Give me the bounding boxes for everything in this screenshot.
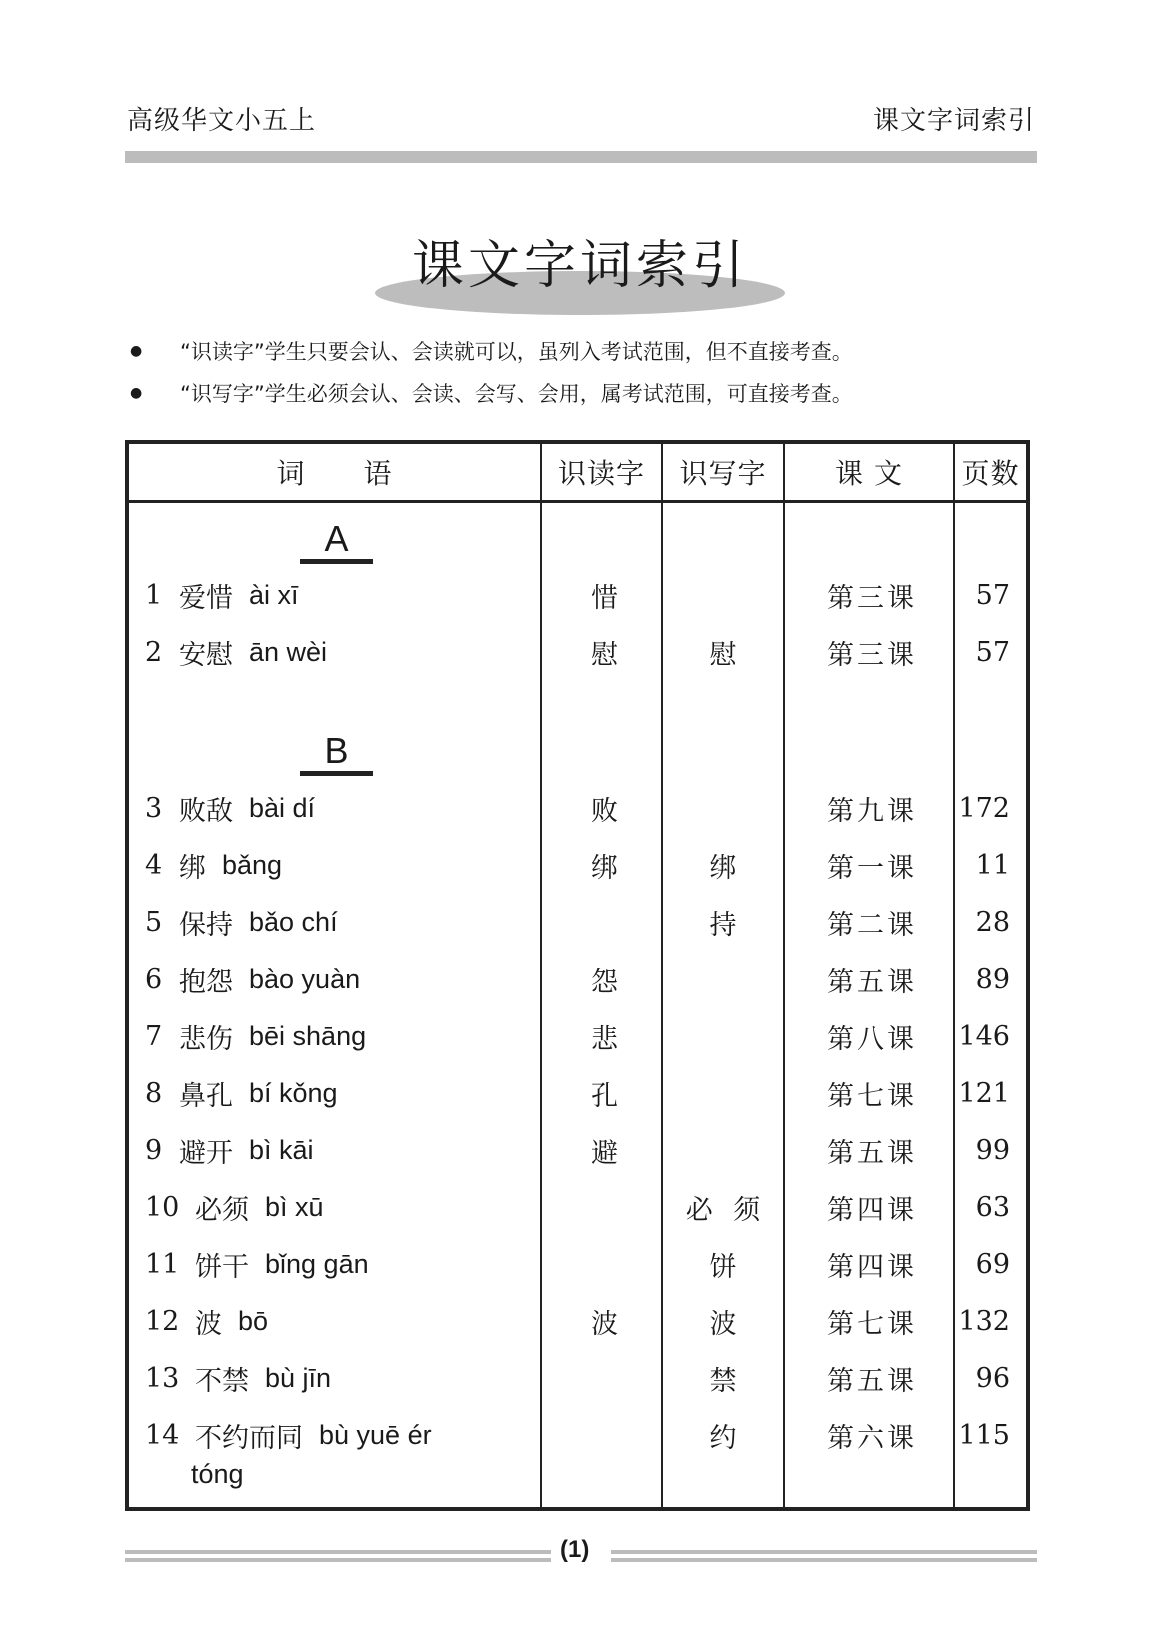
write-char [665, 1008, 787, 1064]
footer-line [611, 1550, 1037, 1554]
column-header-write-chars: 识写字 [679, 457, 767, 490]
footer-line [611, 1558, 1037, 1562]
word-pinyin: bù yuē ér [319, 1419, 432, 1450]
lesson: 第三课 [827, 639, 917, 671]
lesson: 第六课 [827, 1422, 917, 1454]
row-number: 9 [145, 1134, 163, 1166]
write-char: 必 须 [685, 1194, 767, 1226]
page-title-block [370, 215, 790, 325]
word-chinese: 保持 [179, 909, 233, 941]
lesson: 第八课 [827, 1023, 917, 1055]
word-pinyin: bǎo chí [249, 906, 338, 937]
table-row [129, 780, 1026, 836]
section-header-a: A [129, 513, 544, 569]
word-chinese: 波 [195, 1308, 222, 1340]
word-chinese: 饼干 [195, 1251, 249, 1283]
row-word [179, 567, 299, 623]
lesson: 第九课 [827, 795, 917, 827]
word-chinese: 败敌 [179, 795, 233, 827]
table-row [129, 1122, 1026, 1178]
write-char: 持 [709, 909, 743, 941]
word-pinyin-continued: tóng [191, 1459, 244, 1489]
lesson: 第五课 [827, 966, 917, 998]
word-pinyin: bào yuàn [249, 963, 361, 994]
row-word [195, 1236, 369, 1292]
page-ref: 89 [975, 963, 1010, 995]
row-number: 14 [145, 1419, 180, 1451]
row-number: 3 [145, 792, 163, 824]
row-word [179, 624, 327, 680]
row-number: 12 [145, 1305, 180, 1337]
row-number: 6 [145, 963, 163, 995]
read-char [544, 1407, 665, 1463]
word-pinyin: bài dí [249, 792, 316, 823]
read-char: 慰 [591, 639, 618, 671]
lesson: 第四课 [827, 1251, 917, 1283]
row-word [179, 780, 315, 836]
table-row [129, 1293, 1026, 1349]
row-number: 1 [145, 579, 163, 611]
page-ref: 28 [975, 906, 1010, 938]
row-number: 11 [145, 1248, 180, 1280]
table-row [129, 1179, 1026, 1235]
row-number: 7 [145, 1020, 163, 1052]
row-word [195, 1179, 324, 1235]
word-chinese: 抱怨 [179, 966, 233, 998]
word-chinese: 绑 [179, 852, 206, 884]
row-word [179, 1065, 338, 1121]
page-ref: 11 [975, 849, 1010, 881]
lesson: 第二课 [827, 909, 917, 941]
section-header-b: B [129, 725, 544, 781]
note-item [130, 372, 853, 414]
page-ref: 57 [975, 579, 1010, 611]
write-char: 绑 [709, 852, 743, 884]
table-row [129, 837, 1026, 893]
row-word [195, 1293, 268, 1349]
page-number: (1) [560, 1536, 590, 1563]
notes-list [130, 330, 853, 414]
row-number: 5 [145, 906, 163, 938]
word-chinese: 爱惜 [179, 582, 233, 614]
read-char [544, 1179, 665, 1235]
table-row [129, 894, 1026, 950]
table-row [129, 567, 1026, 623]
word-chinese: 避开 [179, 1137, 233, 1169]
page-ref: 115 [958, 1419, 1010, 1451]
row-word [179, 894, 338, 950]
bullet-icon: ● [130, 385, 143, 401]
bullet-icon: ● [130, 343, 143, 359]
write-char [665, 780, 787, 836]
row-word [179, 837, 282, 893]
lesson: 第七课 [827, 1080, 917, 1112]
read-char: 避 [591, 1137, 618, 1169]
page-ref: 63 [975, 1191, 1010, 1223]
read-char: 惜 [591, 582, 618, 614]
table-row [129, 1407, 1026, 1489]
word-pinyin: ài xī [249, 579, 299, 610]
column-header-words: 词 语 [276, 457, 393, 490]
running-head-section-title: 课文字词索引 [872, 106, 1035, 136]
read-char: 败 [591, 795, 618, 827]
note-item [130, 330, 853, 372]
row-word [179, 951, 360, 1007]
lesson: 第五课 [827, 1365, 917, 1397]
lesson: 第三课 [827, 582, 917, 614]
table-row [129, 1008, 1026, 1064]
word-pinyin: bǎng [222, 849, 283, 880]
word-pinyin: bì xū [265, 1191, 324, 1222]
read-char: 波 [591, 1308, 618, 1340]
read-char [544, 1236, 665, 1292]
word-pinyin: bí kǒng [249, 1077, 338, 1108]
read-char: 悲 [591, 1023, 618, 1055]
write-char [665, 1065, 787, 1121]
word-pinyin: bǐng gān [265, 1248, 369, 1279]
page-ref: 96 [975, 1362, 1010, 1394]
word-index-table [125, 440, 1030, 1511]
table-row [129, 1236, 1026, 1292]
note-text: “识写字”学生必须会认、会读、会写、会用，属考试范围，可直接考查。 [180, 382, 853, 406]
column-header-lesson: 课 文 [835, 457, 903, 490]
table-row [129, 1065, 1026, 1121]
word-chinese: 鼻孔 [179, 1080, 233, 1112]
page-ref: 57 [975, 636, 1010, 668]
table-row [129, 951, 1026, 1007]
header-row-divider [129, 500, 1026, 503]
read-char: 绑 [591, 852, 618, 884]
lesson: 第四课 [827, 1194, 917, 1226]
read-char: 怨 [591, 966, 618, 998]
row-number: 10 [145, 1191, 180, 1223]
write-char: 饼 [709, 1251, 743, 1283]
read-char [544, 894, 665, 950]
read-char: 孔 [591, 1080, 618, 1112]
row-number: 2 [145, 636, 163, 668]
write-char: 慰 [709, 639, 743, 671]
read-char [544, 1350, 665, 1406]
column-header-read-chars: 识读字 [557, 457, 645, 490]
row-number: 4 [145, 849, 163, 881]
word-pinyin: bō [238, 1305, 269, 1336]
word-pinyin: ān wèi [249, 636, 328, 667]
header-divider-bar [125, 151, 1037, 163]
page-ref: 146 [958, 1020, 1010, 1052]
footer-line [125, 1550, 551, 1554]
note-text: “识读字”学生只要会认、会读就可以，虽列入考试范围，但不直接考查。 [180, 340, 853, 364]
page-ref: 99 [975, 1134, 1010, 1166]
word-pinyin: bì kāi [249, 1134, 314, 1165]
page-ref: 132 [958, 1305, 1010, 1337]
row-number: 13 [145, 1362, 180, 1394]
page-title: 课文字词索引 [411, 236, 748, 296]
word-chinese: 必须 [195, 1194, 249, 1226]
write-char [665, 1122, 787, 1178]
row-number: 8 [145, 1077, 163, 1109]
lesson: 第七课 [827, 1308, 917, 1340]
write-char: 约 [709, 1422, 743, 1454]
word-pinyin: bù jīn [265, 1362, 332, 1393]
lesson: 第一课 [827, 852, 917, 884]
lesson: 第五课 [827, 1137, 917, 1169]
word-chinese: 不禁 [195, 1365, 249, 1397]
footer-line [125, 1558, 551, 1562]
word-chinese: 安慰 [179, 639, 233, 671]
running-head-book-title: 高级华文小五上 [127, 106, 317, 136]
write-char [665, 951, 787, 1007]
page-ref: 172 [958, 792, 1010, 824]
word-pinyin: bēi shāng [249, 1020, 367, 1051]
row-word [195, 1350, 331, 1406]
table-row [129, 624, 1026, 680]
row-word [179, 1122, 314, 1178]
page-ref: 121 [958, 1077, 1010, 1109]
page-ref: 69 [975, 1248, 1010, 1280]
write-char: 波 [709, 1308, 743, 1340]
column-header-page: 页数 [961, 457, 1020, 490]
row-word [195, 1407, 432, 1463]
word-chinese: 悲伤 [179, 1023, 233, 1055]
row-word [179, 1008, 366, 1064]
write-char [665, 567, 787, 623]
word-chinese: 不约而同 [195, 1422, 303, 1454]
write-char: 禁 [709, 1365, 743, 1397]
table-row [129, 1350, 1026, 1406]
